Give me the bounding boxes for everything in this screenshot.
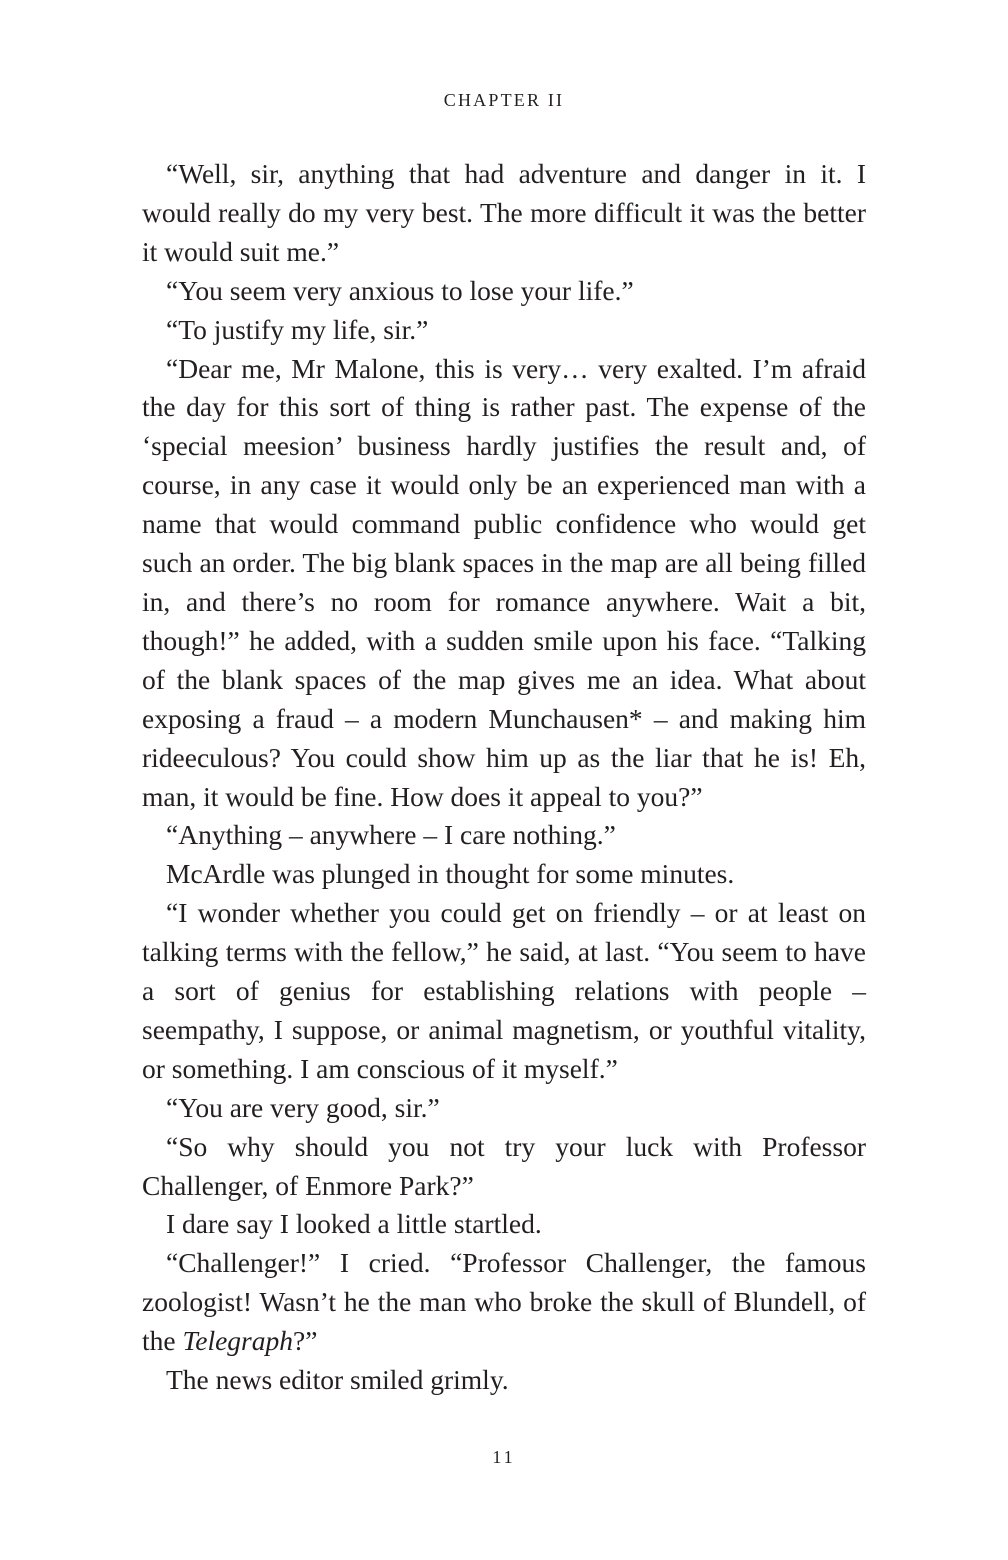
paragraph <box>142 1244 866 1361</box>
paragraph: “Anything – anywhere – I care nothing.” <box>166 819 616 851</box>
body-text <box>142 155 866 1400</box>
paragraph: “Dear me, Mr Malone, this is very… very exalted. I’m afraid the day for this sort of thing is rather past. The expense of the ‘special meesion’ business hardly justifies the result and, of course, in any case it would only be an experienced man with a name that would command public confidence who would get such an order. The big blank spaces in the map are all being filled in, and there’s no room for romance anywhere. Wait a bit, though!” he added, with a sudden smile upon his face. “Talking of the blank spaces of the map gives me an idea. What about exposing a fraud – a modern Munchausen* – and making him rideeculous? You could show him up as the liar that he is! Eh, man, it would be fine. How does it appeal to you?” <box>142 352 866 812</box>
running-head: CHAPTER II <box>443 90 565 110</box>
paragraph: “Well, sir, anything that had adventure and danger in it. I would really do my very best. The more difficult it was the better it would suit me.” <box>142 158 866 267</box>
paragraph: McArdle was plunged in thought for some minutes. <box>166 858 735 890</box>
paragraph: I dare say I looked a little startled. <box>166 1208 542 1240</box>
paragraph: The news editor smiled grimly. <box>166 1364 509 1396</box>
paragraph: “You are very good, sir.” <box>166 1091 440 1123</box>
paragraph: “You seem very anxious to lose your life.” <box>166 274 634 306</box>
paragraph: “So why should you not try your luck with Professor Challenger, of Enmore Park?” <box>142 1130 866 1201</box>
paragraph-text: “Challenger!” I cried. “Professor Challenger, the famous zoologist! Wasn’t he the man who broke the skull of Blundell, of the <box>142 1247 866 1357</box>
paragraph: “I wonder whether you could get on friendly – or at least on talking terms with the fellow,” he said, at last. “You seem to have a sort of genius for establishing relations with people – seempathy, I suppose, or animal magnetism, or youthful vitality, or something. I am conscious of it myself.” <box>142 897 866 1084</box>
newspaper-title: Telegraph <box>182 1325 294 1357</box>
page-number: 11 <box>492 1447 516 1467</box>
paragraph: “To justify my life, sir.” <box>166 313 429 345</box>
paragraph-text: ?” <box>293 1325 318 1357</box>
